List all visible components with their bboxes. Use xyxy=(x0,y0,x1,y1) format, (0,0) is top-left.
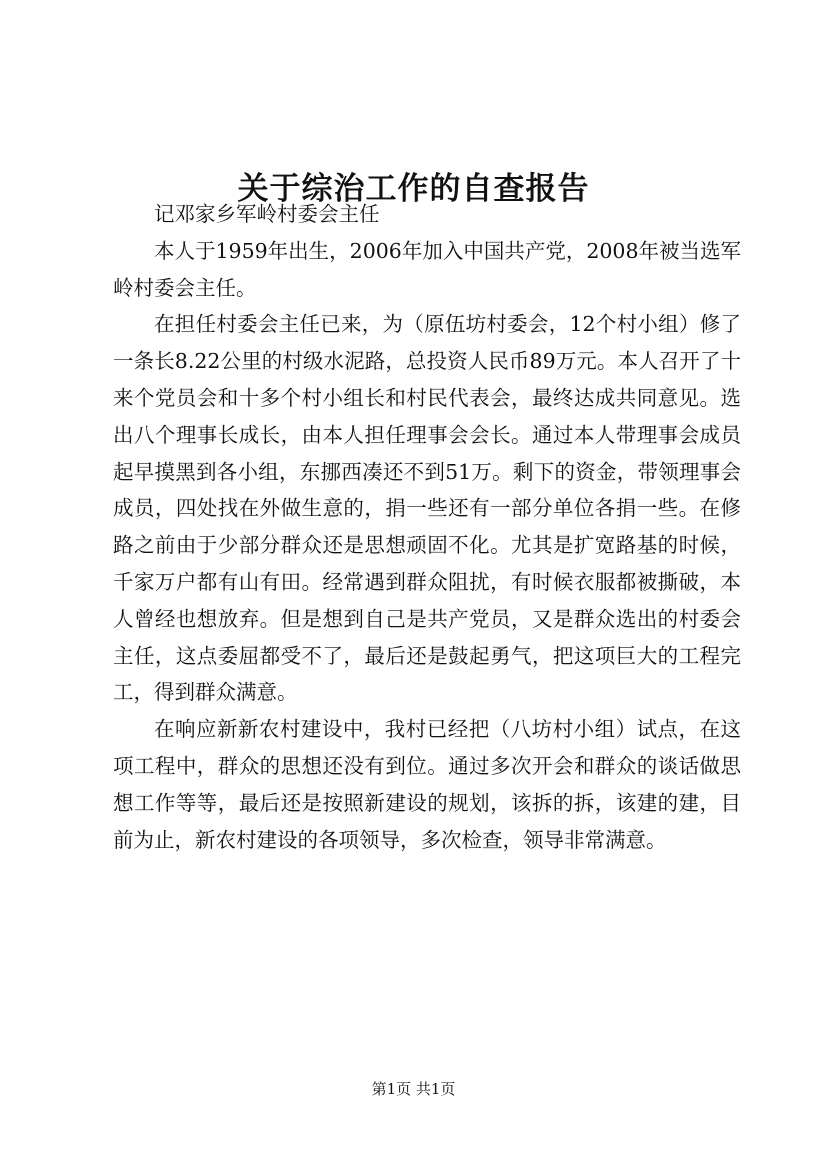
paragraph-author-line: 记邓家乡军岭村委会主任 xyxy=(154,202,380,226)
paragraph-road-construction: 在担任村委会主任已来，为（原伍坊村委会，12个村小组）修了一条长8.22公里的村级水泥路，总投资人民币89万元。本人召开了十来个党员会和十多个村小组长和村民代表会，最终达成共同意见。选出八个理事长成长，由本人担任理事会会长。通过本人带理事会成员起早摸黑到各小组，东挪西凑还不到51万。剩下的资金，带领理事会成员，四处找在外做生意的，捐一些还有一部分单位各捐一些。在修路之前由于少部分群众还是思想顽固不化。尤其是扩宽路基的时候，千家万户都有山有田。经常遇到群众阻扰，有时候衣服都被撕破，本人曾经也想放弃。但是想到自己是共产党员，又是群众选出的村委会主任，这点委屈都受不了，最后还是鼓起勇气，把这项巨大的工程完工，得到群众满意。 xyxy=(113,312,741,705)
document-title: 关于综治工作的自查报告 xyxy=(237,170,590,207)
document-body xyxy=(113,196,741,858)
paragraph-introduction: 本人于1959年出生，2006年加入中国共产党，2008年被当选军岭村委会主任。 xyxy=(113,238,742,300)
page-footer: 第1页 共1页 xyxy=(371,1080,456,1098)
paragraph-new-village: 在响应新新农村建设中，我村已经把（八坊村小组）试点，在这项工程中，群众的思想还没有到位。通过多次开会和群众的谈话做思想工作等等，最后还是按照新建设的规划，该拆的拆，该建的建，目前为止，新农村建设的各项领导，多次检查，领导非常满意。 xyxy=(113,717,741,852)
